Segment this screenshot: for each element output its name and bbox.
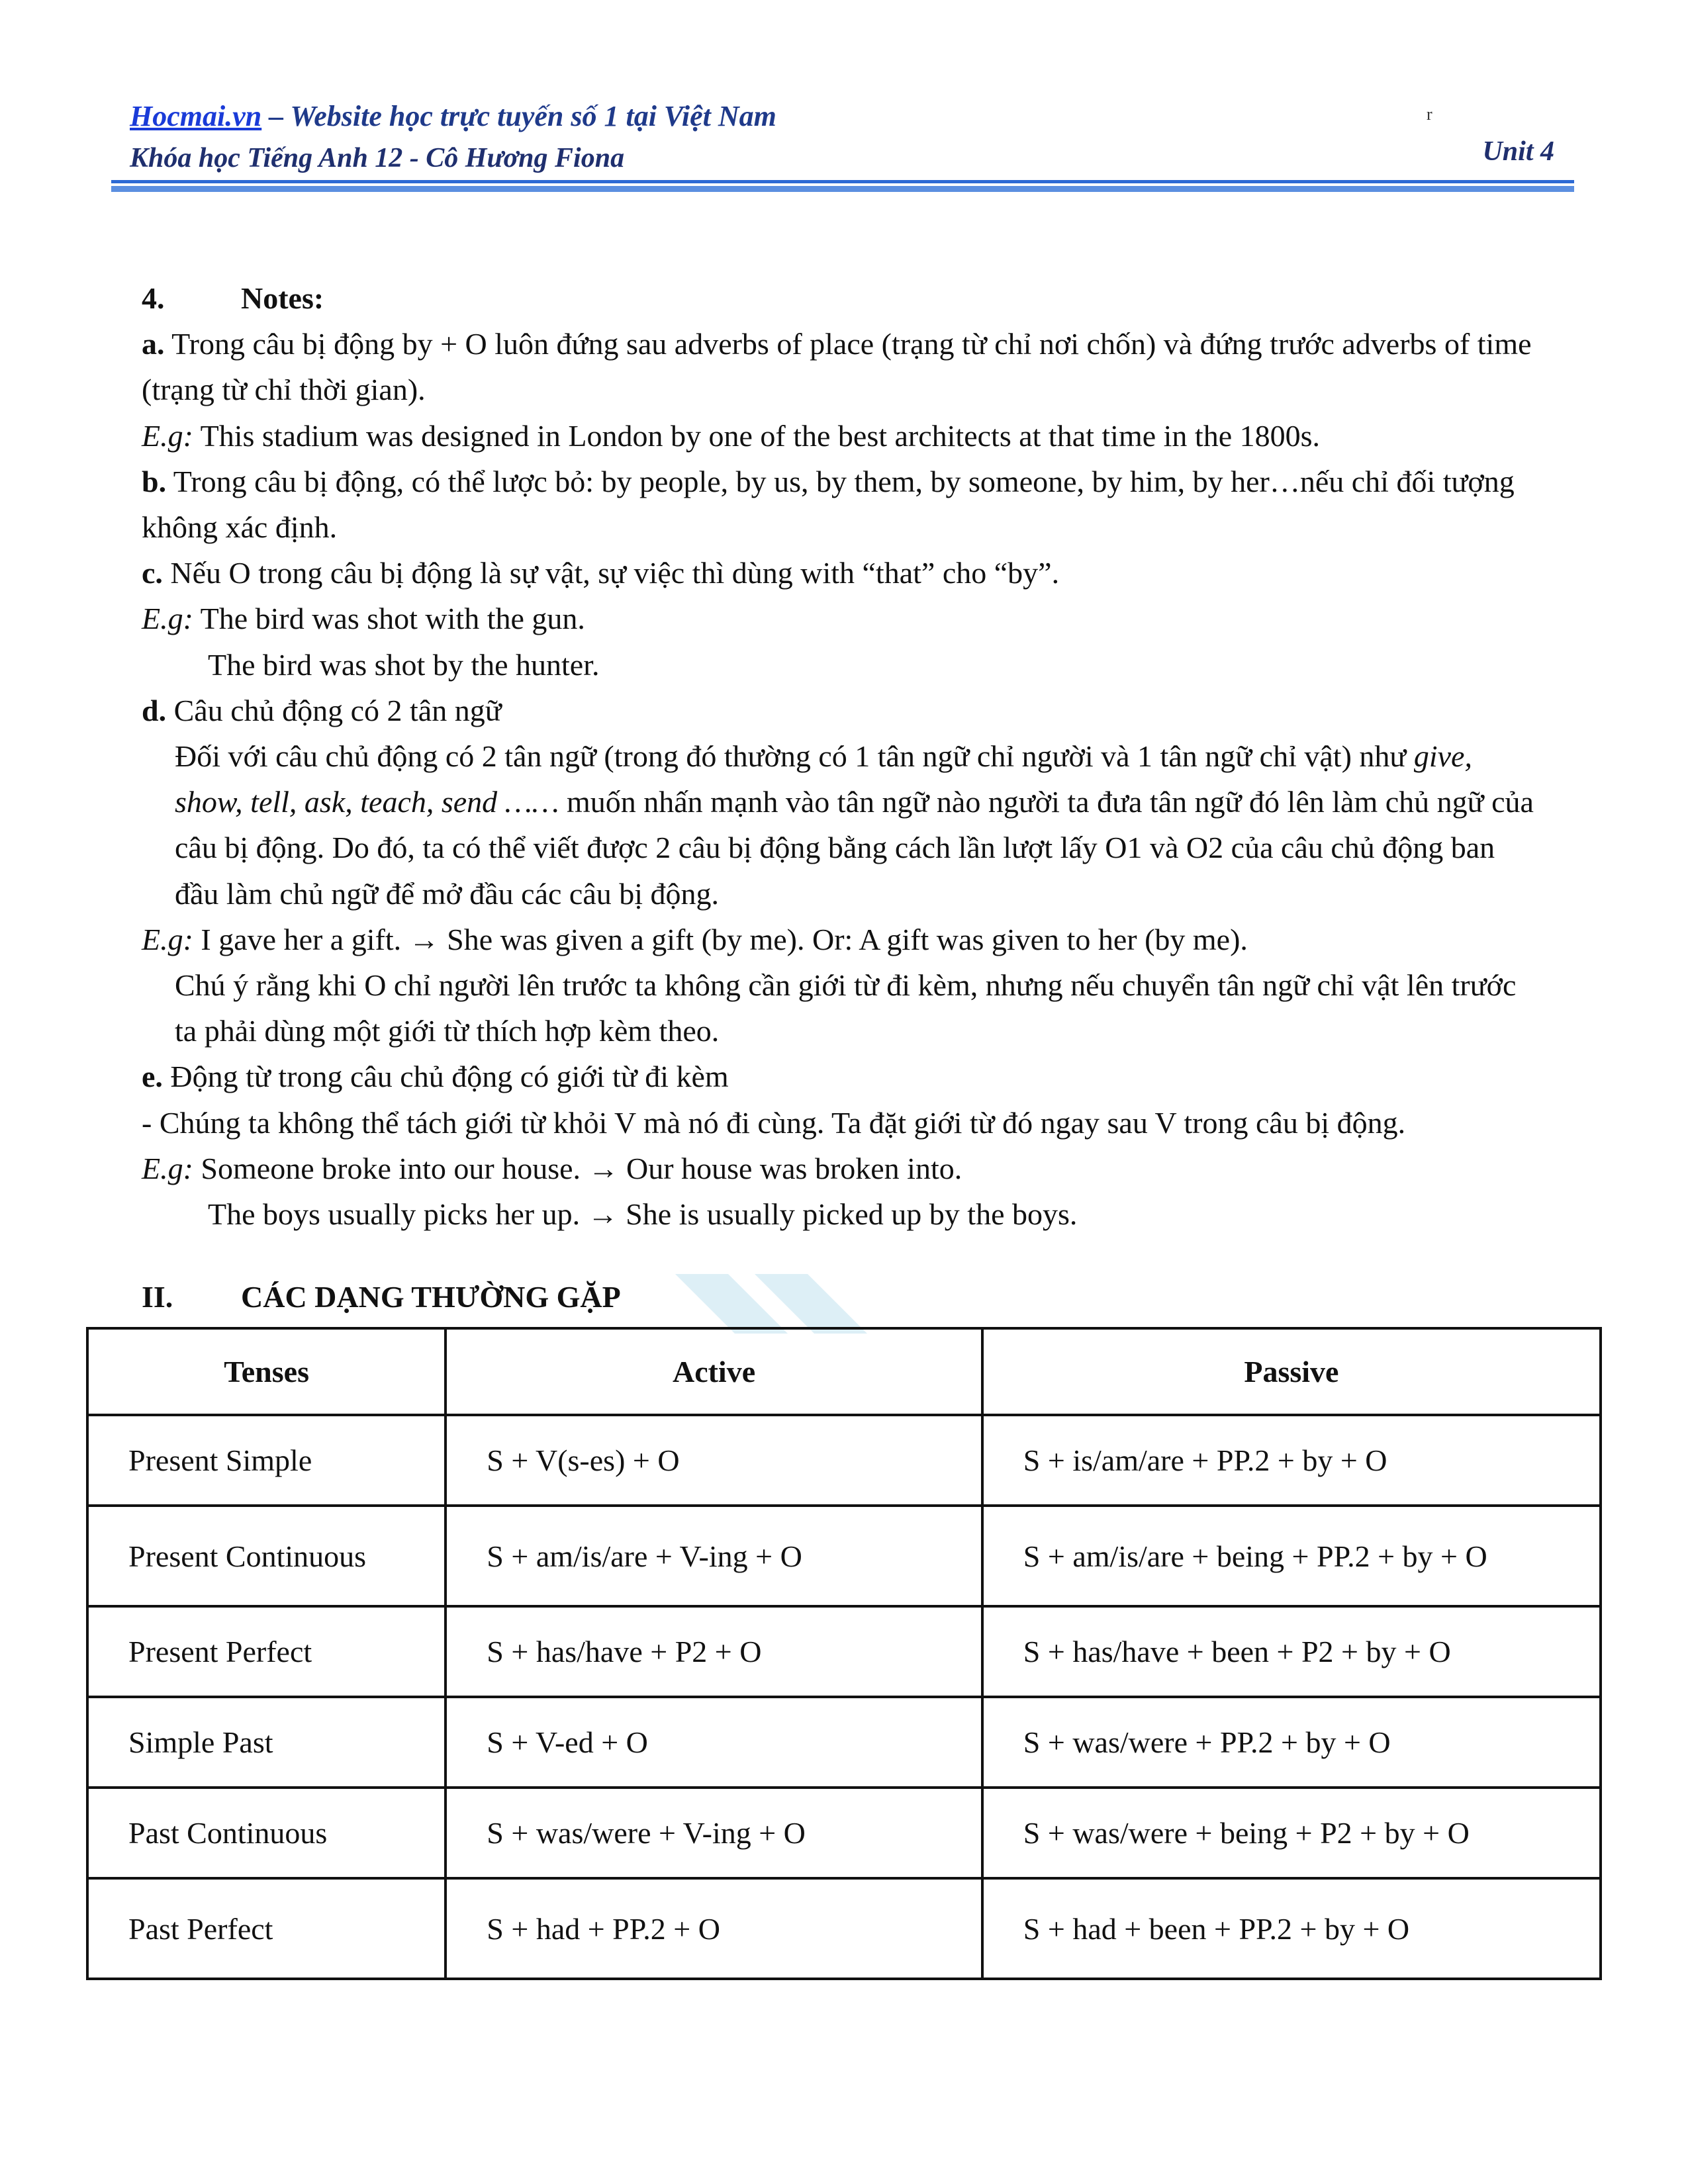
note-d xyxy=(142,688,1538,733)
note-a-eg-text: This stadium was designed in London by one of the best architects at that time in the 1800s. xyxy=(193,418,1321,453)
tense-cell: Past Continuous xyxy=(87,1788,445,1878)
note-d-text xyxy=(142,733,1538,917)
note-e-label: e. xyxy=(142,1060,163,1094)
note-e-eg1-text: Someone broke into our house. → Our house was broken into. xyxy=(193,1151,962,1185)
note-d-label: d. xyxy=(142,693,167,727)
note-d-verbs: give, show, tell, ask, teach, send …… xyxy=(175,739,1472,819)
note-e-title: Động từ trong câu chủ động có giới từ đi kèm xyxy=(162,1060,729,1094)
eg-label: E.g: xyxy=(142,1151,193,1185)
section-2-heading xyxy=(142,1277,621,1317)
header-active: Active xyxy=(445,1328,982,1415)
active-cell: S + V-ed + O xyxy=(445,1697,982,1788)
header-passive: Passive xyxy=(982,1328,1601,1415)
note-d-remark: Chú ý rằng khi O chỉ người lên trước ta không cần giới từ đi kèm, nhưng nếu chuyển tân ngữ chỉ vật lên trước ta phải dùng một giới từ thích hợp kèm theo. xyxy=(175,968,1517,1048)
note-a-label: a. xyxy=(142,327,165,361)
note-d-text-1: Đối với câu chủ động có 2 tân ngữ (trong đó thường có 1 tân ngữ chỉ người và 1 tân ngữ chỉ vật) như xyxy=(175,739,1414,774)
table-row xyxy=(87,1606,1601,1697)
note-c-example-2: The bird was shot by the hunter. xyxy=(208,647,600,682)
active-cell: S + had + PP.2 + O xyxy=(445,1878,982,1979)
header-rule-thin xyxy=(111,180,1574,183)
passive-cell: S + was/were + PP.2 + by + O xyxy=(982,1697,1601,1788)
header-line-1 xyxy=(130,98,1573,135)
passive-cell: S + is/am/are + PP.2 + by + O xyxy=(982,1415,1601,1506)
watermark-logo xyxy=(675,1261,874,1334)
tense-cell: Present Perfect xyxy=(87,1606,445,1697)
passive-cell: S + had + been + PP.2 + by + O xyxy=(982,1878,1601,1979)
section-2-title: CÁC DẠNG THƯỜNG GẶP xyxy=(241,1280,621,1314)
unit-label: Unit 4 xyxy=(1482,136,1554,167)
note-e-example-2: The boys usually picks her up. → She is usually picked up by the boys. xyxy=(208,1197,1078,1232)
note-e xyxy=(142,1054,1538,1099)
passive-cell: S + was/were + being + P2 + by + O xyxy=(982,1788,1601,1878)
tense-cell: Simple Past xyxy=(87,1697,445,1788)
corner-mark: r xyxy=(1427,105,1432,124)
note-d-title: Câu chủ động có 2 tân ngữ xyxy=(166,693,502,727)
eg-label: E.g: xyxy=(142,418,193,453)
note-c-eg1-text: The bird was shot with the gun. xyxy=(193,602,585,636)
passive-cell: S + am/is/are + being + PP.2 + by + O xyxy=(982,1506,1601,1606)
active-cell: S + am/is/are + V-ing + O xyxy=(445,1506,982,1606)
note-b xyxy=(142,459,1538,550)
table-row xyxy=(87,1697,1601,1788)
note-d-example xyxy=(142,917,1538,962)
course-title: Khóa học Tiếng Anh 12 - Cô Hương Fiona xyxy=(130,143,625,173)
eg-label: E.g: xyxy=(142,922,193,956)
header-rule-thick xyxy=(111,186,1574,192)
note-e-example-1 xyxy=(142,1146,1538,1191)
passive-cell: S + has/have + been + P2 + by + O xyxy=(982,1606,1601,1697)
header-line-2 xyxy=(130,136,1573,176)
note-e-text: - Chúng ta không thể tách giới từ khỏi V mà nó đi cùng. Ta đặt giới từ đó ngay sau V trong câu bị động. xyxy=(142,1105,1406,1140)
tense-cell: Present Continuous xyxy=(87,1506,445,1606)
note-d-eg-text: I gave her a gift. → She was given a gift (by me). Or: A gift was given to her (by me). xyxy=(193,922,1248,956)
active-cell: S + V(s-es) + O xyxy=(445,1415,982,1506)
header-tenses: Tenses xyxy=(87,1328,445,1415)
header-tagline: – Website học trực tuyến số 1 tại Việt Nam xyxy=(261,100,776,132)
note-b-text: Trong câu bị động, có thể lược bỏ: by people, by us, by them, by someone, by him, by her…nếu chỉ đối tượng không xác định. xyxy=(142,464,1515,545)
note-b-label: b. xyxy=(142,464,167,498)
table-row xyxy=(87,1506,1601,1606)
note-c-text: Nếu O trong câu bị động là sự vật, sự việc thì dùng with “that” cho “by”. xyxy=(162,556,1060,590)
note-c xyxy=(142,550,1538,596)
note-a-text: Trong câu bị động by + O luôn đứng sau adverbs of place (trạng từ chỉ nơi chốn) và đứng trước adverbs of time (trạng từ chỉ thời gian). xyxy=(142,327,1532,407)
page-header xyxy=(130,98,1573,176)
table-row xyxy=(87,1788,1601,1878)
notes-number: 4. xyxy=(142,281,165,315)
note-a xyxy=(142,321,1538,412)
tense-cell: Present Simple xyxy=(87,1415,445,1506)
note-c-label: c. xyxy=(142,556,163,590)
note-a-example xyxy=(142,413,1538,459)
notes-section xyxy=(142,275,1538,1237)
active-cell: S + has/have + P2 + O xyxy=(445,1606,982,1697)
table-row xyxy=(87,1415,1601,1506)
note-c-example-1 xyxy=(142,596,1538,641)
tense-cell: Past Perfect xyxy=(87,1878,445,1979)
tenses-table xyxy=(86,1327,1602,1980)
site-link[interactable]: Hocmai.vn xyxy=(130,100,262,132)
notes-heading xyxy=(142,275,1538,321)
active-cell: S + was/were + V-ing + O xyxy=(445,1788,982,1878)
notes-title: Notes: xyxy=(241,281,324,315)
eg-label: E.g: xyxy=(142,602,193,636)
table-row xyxy=(87,1878,1601,1979)
section-2-number: II. xyxy=(142,1280,173,1314)
note-d-text-2: muốn nhấn mạnh vào tân ngữ nào người ta đưa tân ngữ đó lên làm chủ ngữ của câu bị động. Do đó, ta có thể viết được 2 câu bị động bằng cách lần lượt lấy O1 và O2 của câu chủ động ban đầu làm chủ ngữ để mở đầu các câu bị động. xyxy=(175,785,1534,911)
table-header-row xyxy=(87,1328,1601,1415)
